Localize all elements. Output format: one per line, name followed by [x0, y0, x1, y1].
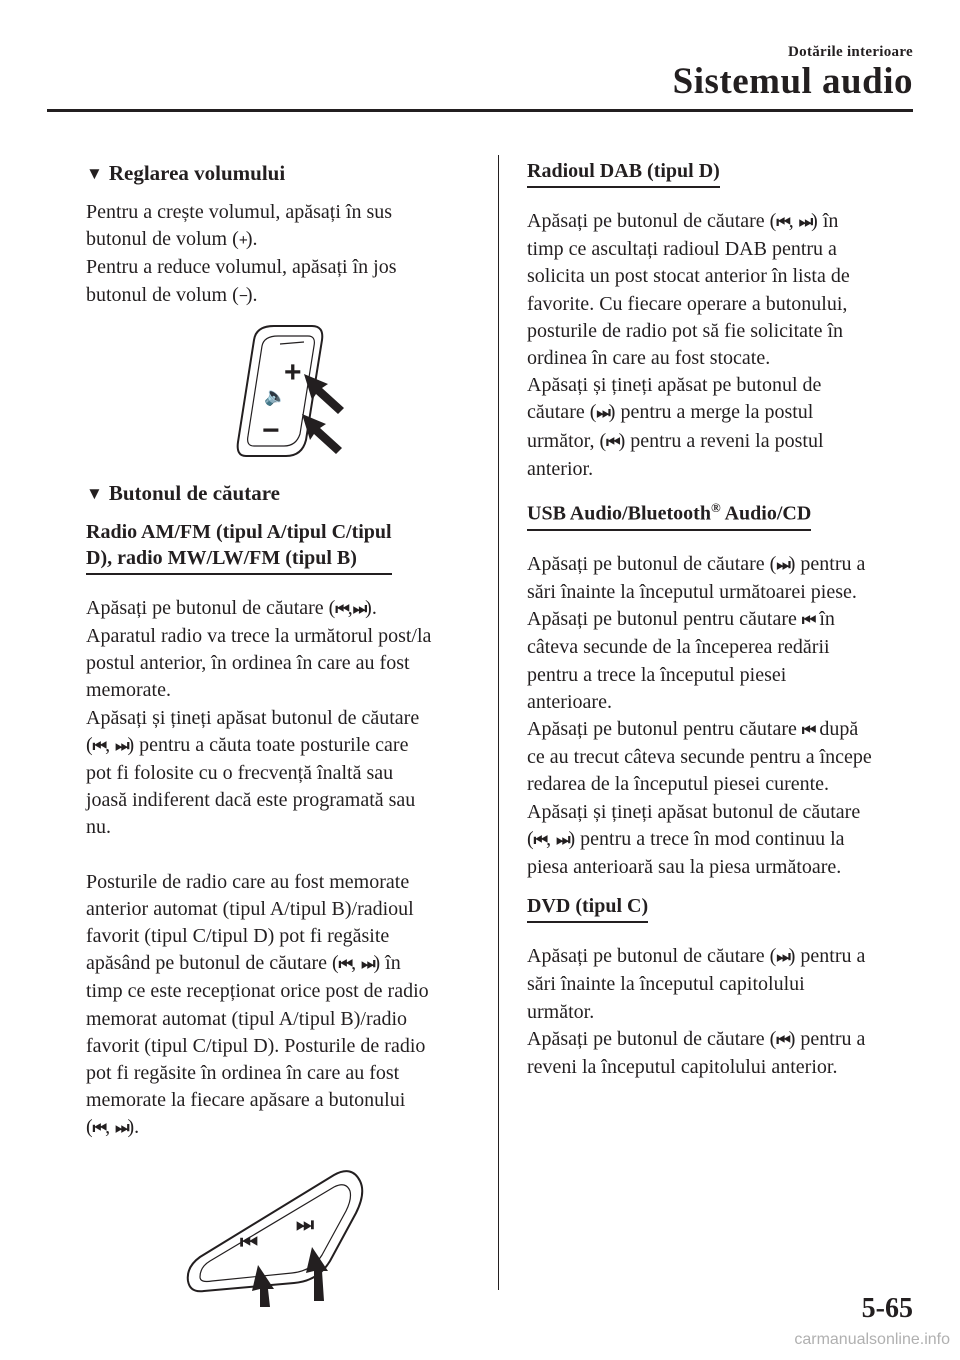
text-line	[527, 943, 922, 971]
text-line	[86, 226, 481, 254]
text-fragment: Apăsați pe butonul de căutare (	[527, 1027, 777, 1050]
seek-forward-icon: ⏭	[776, 949, 789, 967]
text-fragment: postul anterior, în ordinea în care au fost	[86, 652, 410, 675]
text-line	[527, 318, 922, 345]
text-fragment: pot fi folosite cu o frecvență înaltă sau	[86, 762, 394, 785]
text-fragment: Pentru a crește volumul, apăsați în sus	[86, 201, 393, 223]
text-line	[86, 1060, 481, 1087]
text-line	[527, 826, 922, 854]
radio-subheading: Radio AM/FM (tipul A/tipul C/tipul D), radio MW/LW/FM (tipul B)	[86, 519, 392, 575]
text-line	[86, 869, 481, 896]
svg-text:🔈: 🔈	[264, 385, 287, 407]
text-fragment: (	[86, 1116, 93, 1139]
text-fragment: ).	[127, 1116, 140, 1139]
volume-text	[86, 199, 481, 310]
text-fragment: joasă indiferent dacă este programată sau	[86, 789, 416, 812]
text-fragment: ) pentru a	[788, 945, 866, 968]
text-line	[86, 1006, 481, 1033]
watermark: carmanualsonline.info	[794, 1331, 950, 1348]
text-fragment: Apăsați pe butonul de căutare (	[527, 945, 777, 968]
text-line	[527, 854, 922, 881]
text-line	[86, 282, 481, 310]
plus-icon: +	[238, 232, 246, 250]
text-fragment: Posturile de radio care au fost memorate	[86, 870, 410, 893]
seek-back-icon: ⏮	[801, 612, 815, 630]
svg-text:−: −	[262, 413, 280, 447]
dvd-paragraph	[527, 943, 922, 1081]
svg-text:⏭: ⏭	[296, 1211, 314, 1236]
text-fragment: nu.	[86, 816, 111, 839]
triangle-bullet-icon: ▼	[86, 164, 103, 183]
text-fragment: pot fi regăsite în ordinea în care au fost	[86, 1062, 400, 1085]
text-fragment: căutare (	[527, 401, 597, 424]
text-fragment: ) pentru a merge la postul	[608, 401, 814, 424]
seek-forward-icon: ⏭	[115, 737, 128, 755]
text-fragment: timp ce ascultați radioul DAB pentru a	[527, 238, 837, 261]
text-line	[527, 551, 922, 579]
text-fragment: ) pentru a reveni la postul	[618, 429, 824, 452]
text-fragment: piesa anterioară sau la piesa următoare.	[527, 855, 842, 878]
text-fragment: sări înainte la începutul capitolului	[527, 973, 805, 996]
text-fragment: următor.	[527, 1000, 595, 1023]
text-fragment: ,	[546, 827, 557, 850]
text-line	[86, 705, 481, 732]
text-fragment: favorit (tipul C/tipul D). Posturile de radio	[86, 1034, 426, 1057]
seek-forward-icon: ⏭	[798, 214, 812, 231]
usb-paragraph	[527, 551, 922, 881]
text-fragment: solicita un post stocat anterior în lista de	[527, 265, 850, 288]
text-fragment: ) în	[811, 210, 839, 232]
seek-forward-icon: ⏭	[556, 831, 569, 849]
text-fragment: ce au trecut câteva secunde pentru a începe	[527, 746, 872, 769]
text-fragment: ) pentru a trece în mod continuu la	[568, 827, 845, 850]
header-rule	[47, 109, 913, 112]
seek-back-icon: ⏮	[338, 956, 352, 974]
text-line	[86, 978, 481, 1005]
text-line	[86, 623, 481, 650]
text-fragment: câteva secunde de la începerea redării	[527, 636, 830, 659]
arrow-up-pointer-icon	[306, 1247, 328, 1301]
text-fragment: (	[86, 733, 93, 756]
text-fragment: memorat automat (tipul A/tipul B)/radio	[86, 1007, 408, 1030]
text-fragment: anterior automat (tipul A/tipul B)/radioul	[86, 897, 414, 920]
radio-paragraph-2	[86, 869, 481, 1143]
text-fragment: Apăsați și țineți apăsat butonul de căutare	[527, 800, 861, 823]
text-fragment: Apăsați pe butonul de căutare (	[527, 210, 777, 232]
text-line	[86, 677, 481, 704]
text-fragment: reveni la începutul capitolului anterior.	[527, 1055, 838, 1078]
seek-forward-icon: ⏭	[352, 600, 366, 618]
text-line	[527, 236, 922, 263]
text-fragment: ).	[245, 283, 258, 306]
column-divider	[498, 155, 499, 1290]
text-line	[86, 896, 481, 923]
text-line	[527, 744, 922, 771]
text-fragment: butonul de volum (	[86, 228, 239, 251]
text-fragment: Apăsați pe butonul de căutare (	[527, 552, 777, 575]
text-line	[86, 1114, 481, 1142]
usb-subheading: USB Audio/Bluetooth® Audio/CD	[527, 495, 811, 531]
seek-forward-icon: ⏭	[361, 956, 374, 974]
text-fragment: ) pentru a	[788, 552, 866, 575]
text-fragment: Apăsați pe butonul de căutare (	[86, 596, 336, 619]
text-fragment: Apăsați pe butonul pentru căutare	[527, 608, 802, 631]
text-fragment: favorit (tipul C/tipul D) pot fi regăsite	[86, 925, 390, 948]
text-line	[86, 1087, 481, 1114]
svg-text:⏮: ⏮	[240, 1229, 258, 1254]
text-fragment: ,	[105, 1116, 116, 1139]
text-fragment: Apăsați și țineți apăsat butonul de căutare	[86, 706, 420, 729]
text-fragment: după	[814, 717, 859, 740]
arrow-down-pointer-icon	[302, 414, 342, 454]
text-fragment: posturile de radio pot să fie solicitate în	[527, 319, 844, 342]
text-fragment: Aparatul radio va trece la următorul post/la	[86, 625, 432, 648]
minus-icon: −	[238, 287, 246, 305]
text-line	[527, 689, 922, 716]
text-line	[86, 814, 481, 841]
seek-back-icon: ⏮	[776, 1031, 789, 1049]
text-fragment: anterioare.	[527, 690, 612, 713]
text-fragment: următor, (	[527, 429, 607, 452]
text-fragment: ordinea în care au fost stocate.	[527, 347, 771, 370]
text-fragment: ) pentru a	[788, 1027, 866, 1050]
text-fragment: sări înainte la începutul următoarei piese.	[527, 580, 857, 603]
svg-text:+: +	[284, 355, 302, 389]
text-line	[86, 732, 481, 760]
text-fragment: apăsând pe butonul de căutare (	[86, 952, 339, 975]
text-fragment: redarea de la începutul piesei curente.	[527, 773, 830, 796]
arrow-up-pointer-icon	[252, 1265, 274, 1307]
text-line	[527, 291, 922, 318]
text-line	[86, 787, 481, 814]
seek-back-icon: ⏮	[801, 721, 815, 739]
text-line	[527, 456, 922, 483]
seek-back-icon: ⏮	[335, 600, 348, 618]
text-fragment: ).	[365, 596, 377, 619]
text-fragment: memorate la fiecare apăsare a butonului	[86, 1089, 406, 1112]
text-fragment: anterior.	[527, 457, 594, 480]
text-fragment: ,	[351, 952, 362, 975]
text-fragment: Apăsați pe butonul pentru căutare	[527, 717, 802, 740]
page-number: 5-65	[861, 1293, 913, 1324]
text-line	[86, 760, 481, 787]
seek-forward-icon: ⏭	[776, 556, 789, 574]
seek-back-icon: ⏮	[776, 214, 789, 231]
text-line	[527, 372, 922, 399]
text-fragment: ,	[105, 733, 116, 756]
text-fragment: ,	[347, 596, 353, 619]
radio-paragraph-1	[86, 595, 481, 842]
right-column	[527, 158, 922, 1081]
text-line	[86, 923, 481, 950]
text-fragment: în	[814, 608, 835, 631]
triangle-bullet-icon: ▼	[86, 483, 103, 503]
text-fragment: ).	[245, 228, 258, 251]
left-column	[86, 158, 481, 1309]
text-line	[527, 971, 922, 998]
text-fragment: Pentru a reduce volumul, apăsați în jos	[86, 256, 397, 279]
text-fragment: (	[527, 827, 534, 850]
text-line	[527, 799, 922, 826]
text-line	[527, 606, 922, 634]
seek-back-icon: ⏮	[606, 433, 619, 451]
text-line	[527, 716, 922, 744]
text-line	[86, 595, 481, 623]
text-line	[86, 1033, 481, 1060]
text-fragment: ) în	[373, 952, 401, 975]
text-line	[527, 345, 922, 372]
text-line	[527, 399, 922, 427]
text-line	[527, 1026, 922, 1054]
text-line	[527, 634, 922, 661]
text-fragment: pentru a trece la începutul piesei	[527, 663, 787, 686]
text-line	[86, 950, 481, 978]
text-fragment: butonul de volum (	[86, 283, 239, 306]
text-line	[527, 428, 922, 456]
text-line	[527, 579, 922, 606]
dab-paragraph	[527, 208, 922, 483]
text-line	[86, 650, 481, 677]
text-line	[527, 263, 922, 290]
text-line	[527, 662, 922, 689]
volume-switch-illustration	[234, 322, 374, 462]
text-line	[86, 199, 481, 226]
dab-subheading: Radioul DAB (tipul D)	[527, 158, 720, 188]
text-fragment: favorite. Cu fiecare operare a butonului,	[527, 292, 848, 315]
text-line	[527, 208, 922, 236]
text-line	[86, 254, 481, 281]
seek-forward-icon: ⏭	[115, 1120, 128, 1138]
text-fragment: Apăsați și țineți apăsat pe butonul de	[527, 374, 822, 397]
text-line	[527, 771, 922, 798]
page-title: Sistemul audio	[672, 61, 913, 102]
text-fragment: ) pentru a căuta toate posturile care	[127, 733, 409, 756]
seek-back-icon: ⏮	[533, 831, 547, 849]
seek-switch-illustration	[184, 1169, 384, 1309]
dvd-subheading: DVD (tipul C)	[527, 893, 648, 923]
seek-heading: ▼ Butonul de căutare	[86, 478, 481, 509]
text-fragment: memorate.	[86, 679, 171, 702]
arrow-up-pointer-icon	[304, 374, 344, 414]
text-line	[527, 999, 922, 1026]
text-fragment: ,	[788, 210, 799, 232]
seek-forward-icon: ⏭	[596, 405, 609, 423]
text-fragment: timp ce este recepționat orice post de radio	[86, 980, 429, 1003]
seek-back-icon: ⏮	[92, 1120, 106, 1138]
volume-heading: ▼ Reglarea volumului	[86, 158, 481, 189]
text-line	[527, 1054, 922, 1081]
header-section-title: Dotările interioare	[788, 44, 913, 60]
seek-back-icon: ⏮	[92, 737, 106, 755]
